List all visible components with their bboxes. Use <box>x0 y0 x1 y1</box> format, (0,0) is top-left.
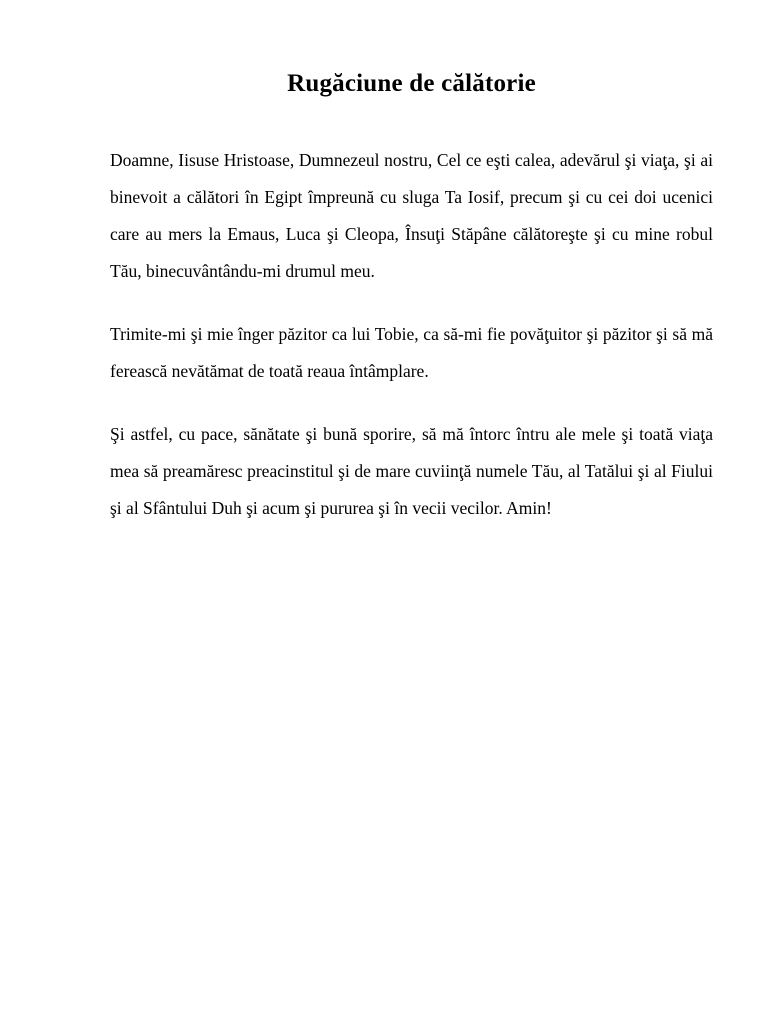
paragraph-2: Trimite-mi şi mie înger păzitor ca lui Tobie, ca să-mi fie povăţuitor şi păzitor şi să mă ferească nevătămat de toată reaua întâmplare. <box>110 324 713 381</box>
paragraph-1: Doamne, Iisuse Hristoase, Dumnezeul nostru, Cel ce eşti calea, adevărul şi viaţa, şi ai binevoit a călători în Egipt împreună cu sluga Ta Iosif, precum şi cu cei doi ucenici care au mers la Emaus, Luca şi Cleopa, Însuţi Stăpâne călătoreşte şi cu mine robul Tău, binecuvântându-mi drumul meu. <box>110 150 713 281</box>
page-title: Rugăciune de călătorie <box>287 70 536 97</box>
paragraph-3: Şi astfel, cu pace, sănătate şi bună sporire, să mă întorc întru ale mele şi toată viaţa mea să preamăresc preacinstitul şi de mare cuviinţă numele Tău, al Tatălui şi al Fiului şi al Sfântului Duh şi acum şi pururea şi în vecii vecilor. Amin! <box>110 424 713 518</box>
